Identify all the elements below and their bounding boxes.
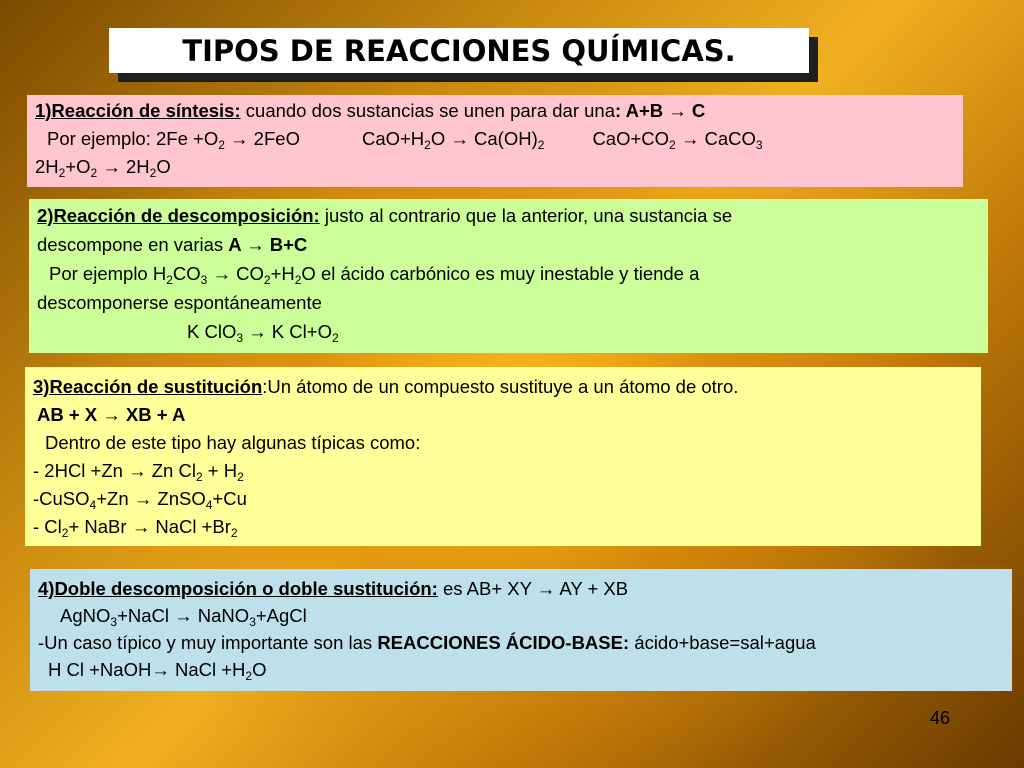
decomposition-kclo3: K ClO$_3$ → K $Cl+O_2$ <box>187 321 339 346</box>
example-2: $CaO+H_2O \to Ca(OH)_2$ <box>361 128 545 153</box>
synthesis-reaction-box <box>27 95 963 187</box>
decomposition-line-4: descomponerse espontáneamente <box>37 292 322 313</box>
title-box <box>109 28 809 73</box>
double-line-1: 4)Doble descomposición o doble sustitución: es AB+ XY → AY + XB <box>38 578 629 599</box>
synthesis-line-1: 1)Reacción de síntesis: cuando dos sustancias se unen para dar una: A+B → C <box>35 100 706 121</box>
substitution-reaction-box <box>25 367 981 546</box>
decomposition-example: Por ejemplo $H_2CO_3 \to CO_2+H_2O$ el ácido carbónico es muy inestable y tiende a <box>49 263 700 288</box>
substitution-reaction-3: - $Cl_2+$ NaBr → NaCl $+Br_2$ <box>33 516 238 541</box>
decomposition-heading: 2)Reacción de descomposición: <box>37 205 320 226</box>
substitution-line-3: Dentro de este tipo hay algunas típicas como: <box>45 432 421 453</box>
synthesis-heading: 1)Reacción de síntesis: <box>35 100 241 121</box>
page-number: 46 <box>930 708 951 728</box>
double-heading: 4)Doble descomposición o doble sustitución: <box>38 578 438 599</box>
synthesis-examples <box>35 125 955 153</box>
double-example: AgNO$_3$+NaCl → NaNO$_3$+AgCl <box>60 605 307 630</box>
decomposition-line-2: descompone en varias A → B+C <box>37 234 308 255</box>
substitution-general: AB + X → XB + A <box>37 404 186 425</box>
decomposition-line-1: 2)Reacción de descomposición: justo al contrario que la anterior, una sustancia se <box>37 205 733 226</box>
substitution-heading: 3)Reacción de sustitución <box>33 376 263 397</box>
substitution-reaction-1: - 2HCl +Zn → Zn $Cl_2 + H_2$ <box>33 460 244 485</box>
example-1: Por ejemplo: $2Fe +O_2 \to 2FeO$ <box>47 128 300 153</box>
double-substitution-box <box>30 569 1012 691</box>
page-title: TIPOS DE REACCIONES QUÍMICAS. <box>182 33 736 68</box>
substitution-line-1: 3)Reacción de sustitución:Un átomo de un compuesto sustituye a un átomo de otro. <box>33 376 739 397</box>
double-hcl-naoh: H Cl +NaOH→ NaCl $+H_2O$ <box>48 659 267 684</box>
decomposition-reaction-box <box>29 199 988 353</box>
substitution-reaction-2: -CuSO$_4$+Zn → ZnSO$_4$+Cu <box>33 488 247 513</box>
example-3: $CaO+CO_2$ → CaCO$_3$ <box>592 128 763 153</box>
synthesis-example-4: $2H_2+O_2 \to 2H_2O$ <box>35 156 171 181</box>
double-acid-base-line: -Un caso típico y muy importante son las REACCIONES ÁCIDO-BASE: ácido+base=sal+agua <box>38 632 816 653</box>
